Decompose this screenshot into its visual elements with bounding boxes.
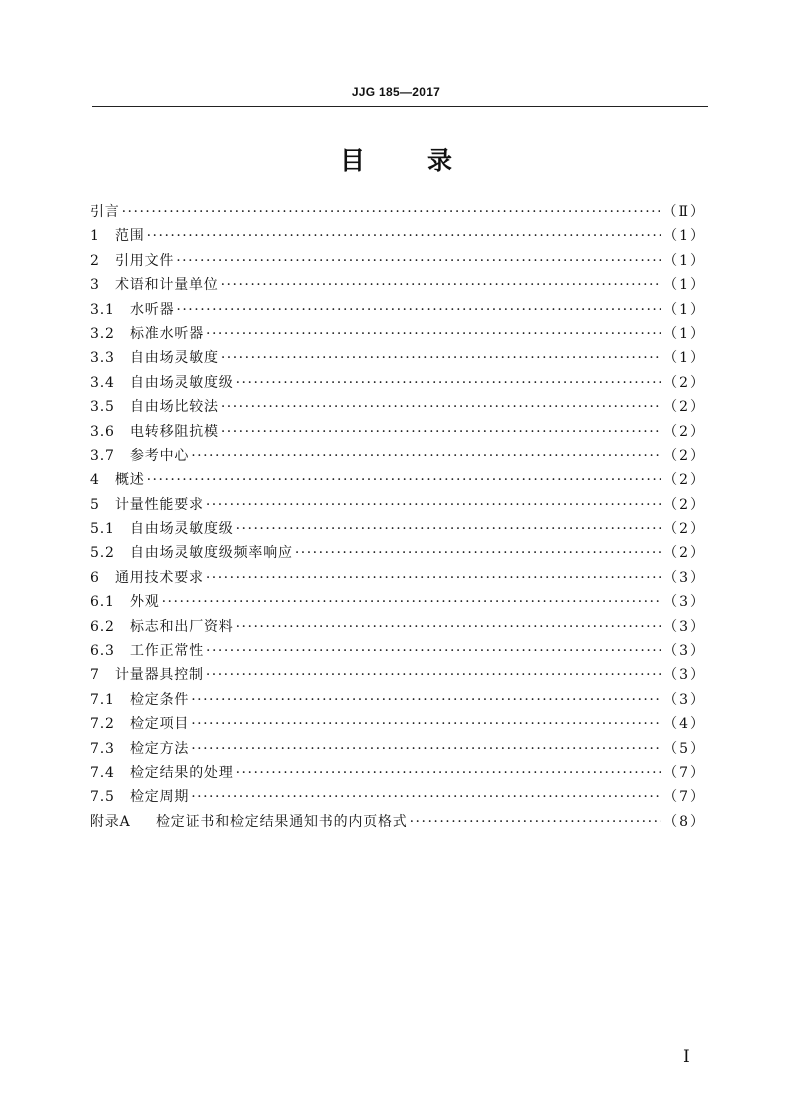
toc-entry-title: 自由场灵敏度级 xyxy=(130,374,234,391)
toc-entry-page: （2） xyxy=(663,447,706,464)
toc-entry-title: 检定结果的处理 xyxy=(130,764,234,781)
dot-leader xyxy=(206,639,661,663)
toc-entry-page: （1） xyxy=(663,301,706,318)
toc-entry[interactable] xyxy=(90,590,706,614)
toc-entry-number: 7.3 xyxy=(90,740,115,757)
header-rule xyxy=(92,106,708,107)
toc-entry-page: （2） xyxy=(663,423,706,440)
toc-entry[interactable] xyxy=(90,541,706,565)
dot-leader xyxy=(147,224,661,248)
toc-entry-page: （1） xyxy=(663,350,706,367)
toc-entry-number: 3.6 xyxy=(90,423,115,440)
toc-entry-page: （2） xyxy=(663,472,706,489)
dot-leader xyxy=(162,590,661,614)
toc-entry-page: （7） xyxy=(663,764,706,781)
toc-entry-title: 自由场灵敏度级频率响应 xyxy=(130,545,293,562)
dot-leader xyxy=(176,249,661,273)
dot-leader xyxy=(191,712,661,736)
toc-entry-page: （2） xyxy=(663,545,706,562)
toc-entry-title: 检定方法 xyxy=(130,740,190,757)
toc-entry-title: 引言 xyxy=(90,204,120,220)
toc-entry-page: （2） xyxy=(663,374,706,391)
toc-entry-number: 6.3 xyxy=(90,643,115,660)
dot-leader xyxy=(295,541,661,565)
dot-leader xyxy=(191,444,661,468)
toc-entry-page: （3） xyxy=(663,594,706,611)
toc-entry-page: （3） xyxy=(663,569,706,586)
toc-entry[interactable] xyxy=(90,444,706,468)
toc-entry-number: 3 xyxy=(90,277,100,294)
toc-entry-number: 7.4 xyxy=(90,764,115,781)
dot-leader xyxy=(206,566,661,590)
toc-entry-title: 检定周期 xyxy=(130,789,190,806)
toc-entry-title: 工作正常性 xyxy=(130,643,204,660)
toc-entry-title: 计量器具控制 xyxy=(115,667,204,684)
dot-leader xyxy=(236,517,661,541)
dot-leader xyxy=(206,493,661,517)
dot-leader xyxy=(176,298,661,322)
toc-entry[interactable] xyxy=(90,810,706,834)
toc-entry-number: 7.5 xyxy=(90,789,115,806)
toc-entry-number: 3.2 xyxy=(90,325,115,342)
toc-entry-page: （1） xyxy=(663,325,706,342)
toc-entry-number: 5.1 xyxy=(90,521,115,538)
toc-entry-title: 参考中心 xyxy=(130,447,190,464)
toc-entry-title: 标志和出厂资料 xyxy=(130,618,234,635)
toc-entry-title: 水听器 xyxy=(130,301,175,318)
toc-entry-page: （3） xyxy=(663,667,706,684)
toc-entry[interactable] xyxy=(90,737,706,761)
toc-entry[interactable] xyxy=(90,663,706,687)
toc-entry-number: 附录A xyxy=(90,813,131,830)
toc-entry[interactable] xyxy=(90,468,706,492)
dot-leader xyxy=(191,785,661,809)
toc-entry[interactable] xyxy=(90,249,706,273)
toc-entry-number: 7 xyxy=(90,667,100,684)
toc-entry-title: 自由场比较法 xyxy=(130,399,219,416)
toc-entry-number: 5 xyxy=(90,496,100,513)
toc-entry[interactable] xyxy=(90,273,706,297)
dot-leader xyxy=(147,468,661,492)
toc-entry-page: （7） xyxy=(663,789,706,806)
toc-entry-title: 电转移阻抗模 xyxy=(130,423,219,440)
dot-leader xyxy=(236,761,661,785)
toc-entry-page: （3） xyxy=(663,691,706,708)
toc-entry-number: 3.7 xyxy=(90,447,115,464)
toc-entry[interactable] xyxy=(90,493,706,517)
dot-leader xyxy=(410,810,661,834)
toc-entry-title: 自由场灵敏度级 xyxy=(130,521,234,538)
toc-entry-page: （1） xyxy=(663,228,706,245)
toc-entry[interactable] xyxy=(90,517,706,541)
toc-entry-title: 通用技术要求 xyxy=(115,569,204,586)
toc-entry-page: （8） xyxy=(663,813,706,830)
table-of-contents xyxy=(90,200,706,834)
toc-entry-title: 检定证书和检定结果通知书的内页格式 xyxy=(156,813,408,830)
toc-entry-number: 7.2 xyxy=(90,716,115,733)
toc-entry[interactable] xyxy=(90,298,706,322)
toc-entry-page: （3） xyxy=(663,618,706,635)
toc-entry[interactable] xyxy=(90,566,706,590)
toc-entry-title: 自由场灵敏度 xyxy=(130,350,219,367)
toc-entry-title: 术语和计量单位 xyxy=(115,277,219,294)
toc-entry[interactable] xyxy=(90,688,706,712)
dot-leader xyxy=(206,322,661,346)
dot-leader xyxy=(221,346,661,370)
dot-leader xyxy=(236,371,661,395)
toc-entry-number: 3.3 xyxy=(90,350,115,367)
toc-entry[interactable] xyxy=(90,712,706,736)
toc-entry-page: （5） xyxy=(663,740,706,757)
toc-entry-page: （1） xyxy=(663,277,706,294)
toc-entry[interactable] xyxy=(90,615,706,639)
toc-entry-number: 6.1 xyxy=(90,594,115,611)
toc-entry-page: （2） xyxy=(663,496,706,513)
toc-entry[interactable] xyxy=(90,322,706,346)
toc-entry-number: 3.5 xyxy=(90,399,115,416)
toc-entry-number: 2 xyxy=(90,252,100,269)
toc-entry[interactable] xyxy=(90,371,706,395)
page-title: 目录 xyxy=(339,146,514,175)
toc-entry-page: （1） xyxy=(663,252,706,269)
toc-entry-page: （2） xyxy=(663,399,706,416)
toc-entry-title: 检定条件 xyxy=(130,691,190,708)
toc-entry-number: 3.4 xyxy=(90,374,115,391)
toc-entry-number: 6.2 xyxy=(90,618,115,635)
toc-entry-number: 4 xyxy=(90,472,100,489)
dot-leader xyxy=(221,420,661,444)
toc-entry-title: 概述 xyxy=(115,472,145,489)
dot-leader xyxy=(236,615,661,639)
document-code: JJG 185—2017 xyxy=(351,85,441,99)
dot-leader xyxy=(206,663,661,687)
toc-entry-number: 6 xyxy=(90,569,100,586)
toc-entry-number: 1 xyxy=(90,228,100,245)
dot-leader xyxy=(191,688,661,712)
toc-entry-title: 外观 xyxy=(130,594,160,611)
toc-entry[interactable] xyxy=(90,395,706,419)
dot-leader xyxy=(122,200,661,224)
toc-entry-number: 5.2 xyxy=(90,545,115,562)
toc-entry-title: 范围 xyxy=(115,228,145,245)
toc-entry-number: 3.1 xyxy=(90,301,115,318)
dot-leader xyxy=(221,273,661,297)
toc-entry[interactable] xyxy=(90,420,706,444)
page-number: Ⅰ xyxy=(683,1047,690,1067)
toc-entry-page: （Ⅱ） xyxy=(662,204,706,220)
toc-entry[interactable] xyxy=(90,761,706,785)
toc-entry-page: （3） xyxy=(663,643,706,660)
toc-entry[interactable] xyxy=(90,346,706,370)
dot-leader xyxy=(221,395,661,419)
toc-entry[interactable] xyxy=(90,200,706,224)
toc-entry-number: 7.1 xyxy=(90,691,115,708)
toc-entry-title: 检定项目 xyxy=(130,716,190,733)
toc-entry[interactable] xyxy=(90,639,706,663)
toc-entry[interactable] xyxy=(90,785,706,809)
toc-entry[interactable] xyxy=(90,224,706,248)
toc-entry-page: （4） xyxy=(663,716,706,733)
toc-entry-title: 计量性能要求 xyxy=(115,496,204,513)
toc-entry-title: 引用文件 xyxy=(115,252,175,269)
dot-leader xyxy=(191,737,661,761)
toc-entry-page: （2） xyxy=(663,521,706,538)
toc-entry-title: 标准水听器 xyxy=(130,325,204,342)
